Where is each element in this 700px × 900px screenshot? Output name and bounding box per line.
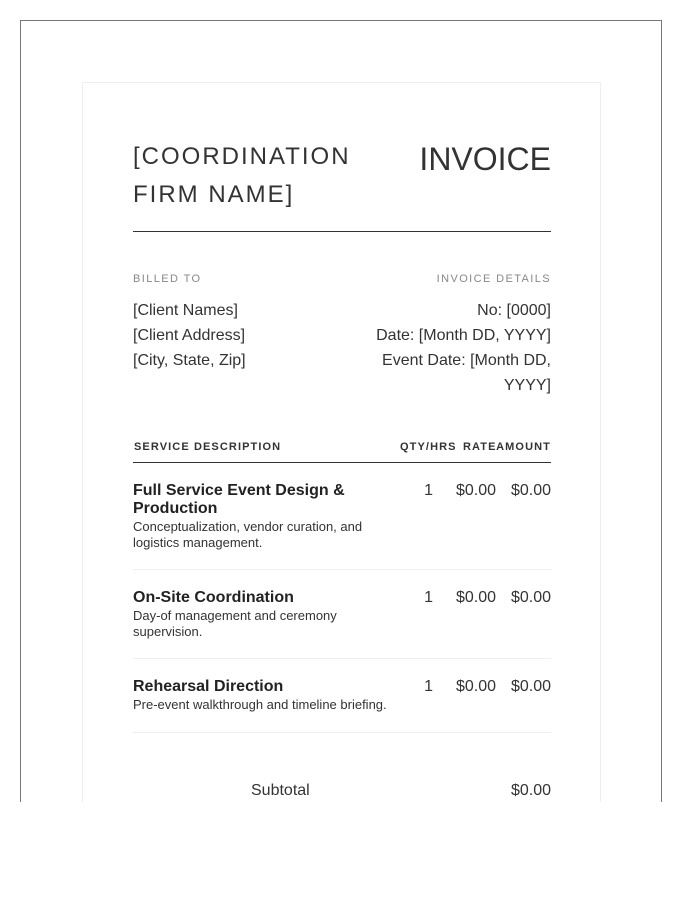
billing-section [133, 272, 551, 430]
invoice-title: INVOICE [419, 141, 551, 177]
amount-header: AMOUNT [496, 441, 551, 453]
event-date-line-2: YYYY] [503, 377, 551, 394]
event-date-line-1: Event Date: [Month DD, [382, 352, 551, 369]
service-title: On-Site Coordination [133, 589, 294, 606]
service-amount: $0.00 [510, 678, 551, 695]
client-names: [Client Names] [133, 302, 238, 319]
invoice-page [82, 82, 601, 802]
rate-header: RATE [463, 441, 497, 453]
invoice-date: Date: [Month DD, YYYY] [376, 327, 551, 344]
service-qty: 1 [424, 482, 433, 499]
service-detail: Pre-event walkthrough and timeline briefing. [133, 697, 387, 712]
invoice-details-label: INVOICE DETAILS [436, 273, 551, 285]
billed-to-label: BILLED TO [133, 273, 202, 285]
service-row [133, 659, 551, 733]
service-rate: $0.00 [455, 678, 496, 695]
services-table-header [133, 430, 551, 463]
service-amount: $0.00 [510, 482, 551, 499]
service-qty: 1 [424, 678, 433, 695]
service-qty: 1 [424, 589, 433, 606]
document-viewport [20, 20, 662, 802]
service-amount: $0.00 [510, 589, 551, 606]
firm-name: [COORDINATION FIRM NAME] [133, 143, 351, 208]
invoice-number: No: [0000] [477, 302, 551, 319]
invoice-header [133, 138, 551, 232]
service-title: Full Service Event Design & Production [133, 482, 345, 517]
service-detail: Day-of management and ceremony supervision. [133, 608, 337, 639]
client-city-state-zip: [City, State, Zip] [133, 352, 246, 369]
subtotal-row [133, 733, 551, 799]
client-address: [Client Address] [133, 327, 246, 344]
qty-hours-header: QTY/HRS [400, 441, 457, 453]
service-detail: Conceptualization, vendor curation, and logistics management. [133, 519, 363, 550]
subtotal-label: Subtotal [251, 782, 310, 799]
service-rate: $0.00 [455, 482, 496, 499]
service-rate: $0.00 [455, 589, 496, 606]
service-description-header: SERVICE DESCRIPTION [134, 441, 282, 453]
billed-to-block [133, 272, 333, 373]
invoice-details-block [341, 272, 551, 398]
service-row [133, 570, 551, 659]
service-row [133, 463, 551, 570]
services-table [133, 430, 551, 733]
invoice-content [133, 138, 551, 799]
service-title: Rehearsal Direction [133, 678, 284, 695]
subtotal-value: $0.00 [510, 782, 551, 799]
